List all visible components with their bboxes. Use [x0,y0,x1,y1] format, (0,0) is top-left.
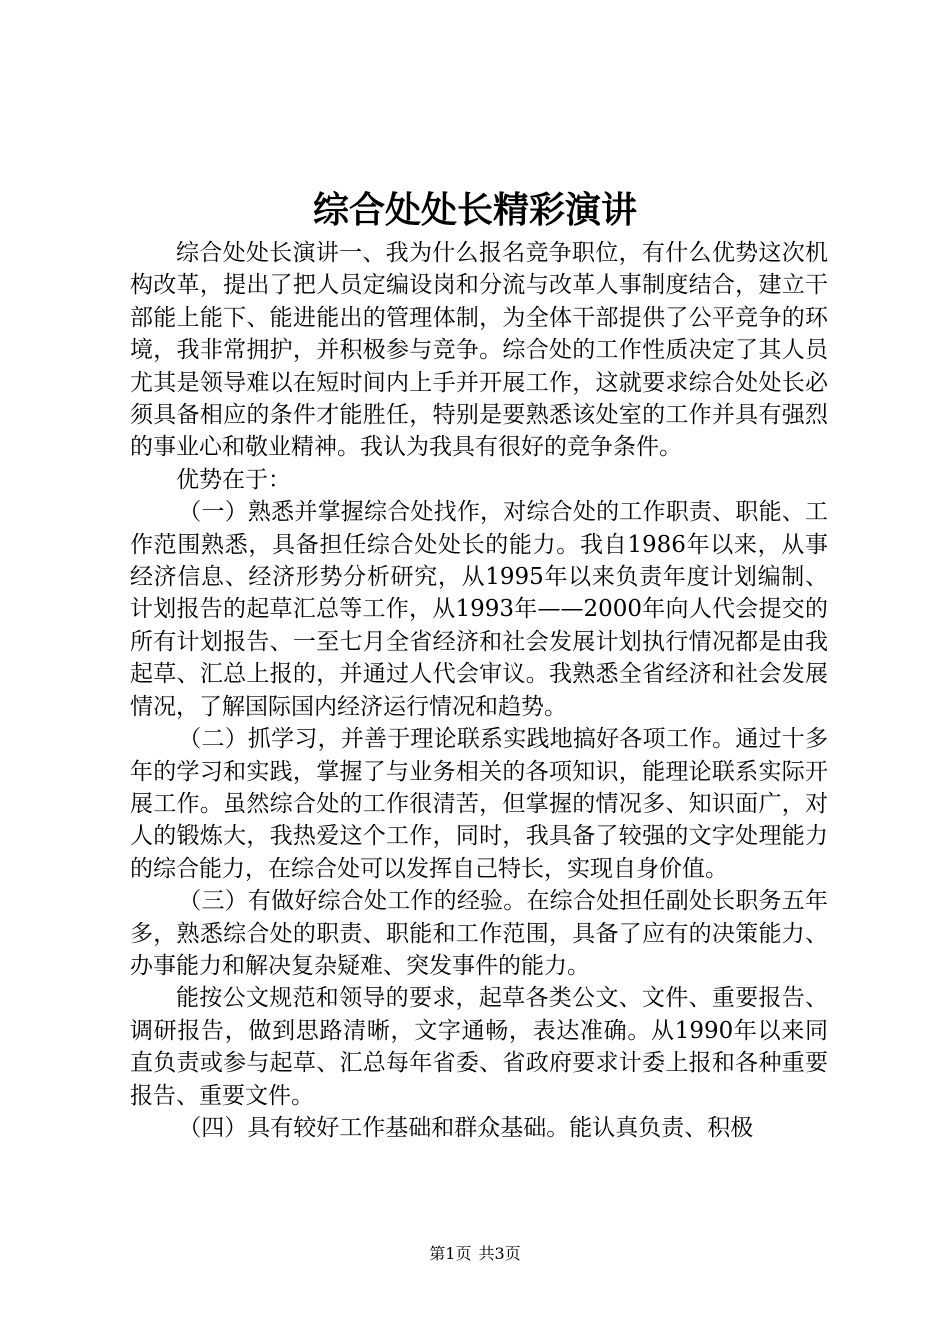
document-title: 综合处处长精彩演讲 [312,189,637,231]
paragraph: （一）熟悉并掌握综合处找作，对综合处的工作职责、职能、工作范围熟悉，具备担任综合处处长的能力。我自1986年以来，从事经济信息、经济形势分析研究，从1995年以来负责年度计划编制、计划报告的起草汇总等工作，从1993年——2000年向人代会提交的所有计划报告、一至七月全省经济和社会发展计划执行情况都是由我起草、汇总上报的，并通过人代会审议。我熟悉全省经济和社会发展情况，了解国际国内经济运行情况和趋势。 [130,499,828,720]
paragraph: （二）抓学习，并善于理论联系实践地搞好各项工作。通过十多年的学习和实践，掌握了与业务相关的各项知识，能理论联系实际开展工作。虽然综合处的工作很清苦，但掌握的情况多、知识面广，对人的锻炼大，我热爱这个工作，同时，我具备了较强的文字处理能力的综合能力，在综合处可以发挥自己特长，实现自身价值。 [130,726,828,882]
paragraph: （四）具有较好工作基础和群众基础。能认真负责、积极 [178,1114,754,1141]
paragraph: 优势在于： [176,466,291,493]
document-body [130,237,828,1144]
paragraph: 综合处处长演讲一、我为什么报名竞争职位，有什么优势这次机构改革，提出了把人员定编设岗和分流与改革人事制度结合，建立干部能上能下、能进能出的管理体制，为全体干部提供了公平竞争的环境，我非常拥护，并积极参与竞争。综合处的工作性质决定了其人员尤其是领导难以在短时间内上手并开展工作，这就要求综合处处长必须具备相应的条件才能胜任，特别是要熟悉该处室的工作并具有强烈的事业心和敬业精神。我认为我具有很好的竞争条件。 [130,240,828,461]
paragraph: （三）有做好综合处工作的经验。在综合处担任副处长职务五年多，熟悉综合处的职责、职能和工作范围，具备了应有的决策能力、办事能力和解决复杂疑难、突发事件的能力。 [130,888,828,979]
paragraph: 能按公文规范和领导的要求，起草各类公文、文件、重要报告、调研报告，做到思路清晰，文字通畅，表达准确。从1990年以来同直负责或参与起草、汇总每年省委、省政府要求计委上报和各种重要报告、重要文件。 [130,985,828,1109]
page-number-footer: 第1页 共3页 [429,1244,521,1263]
